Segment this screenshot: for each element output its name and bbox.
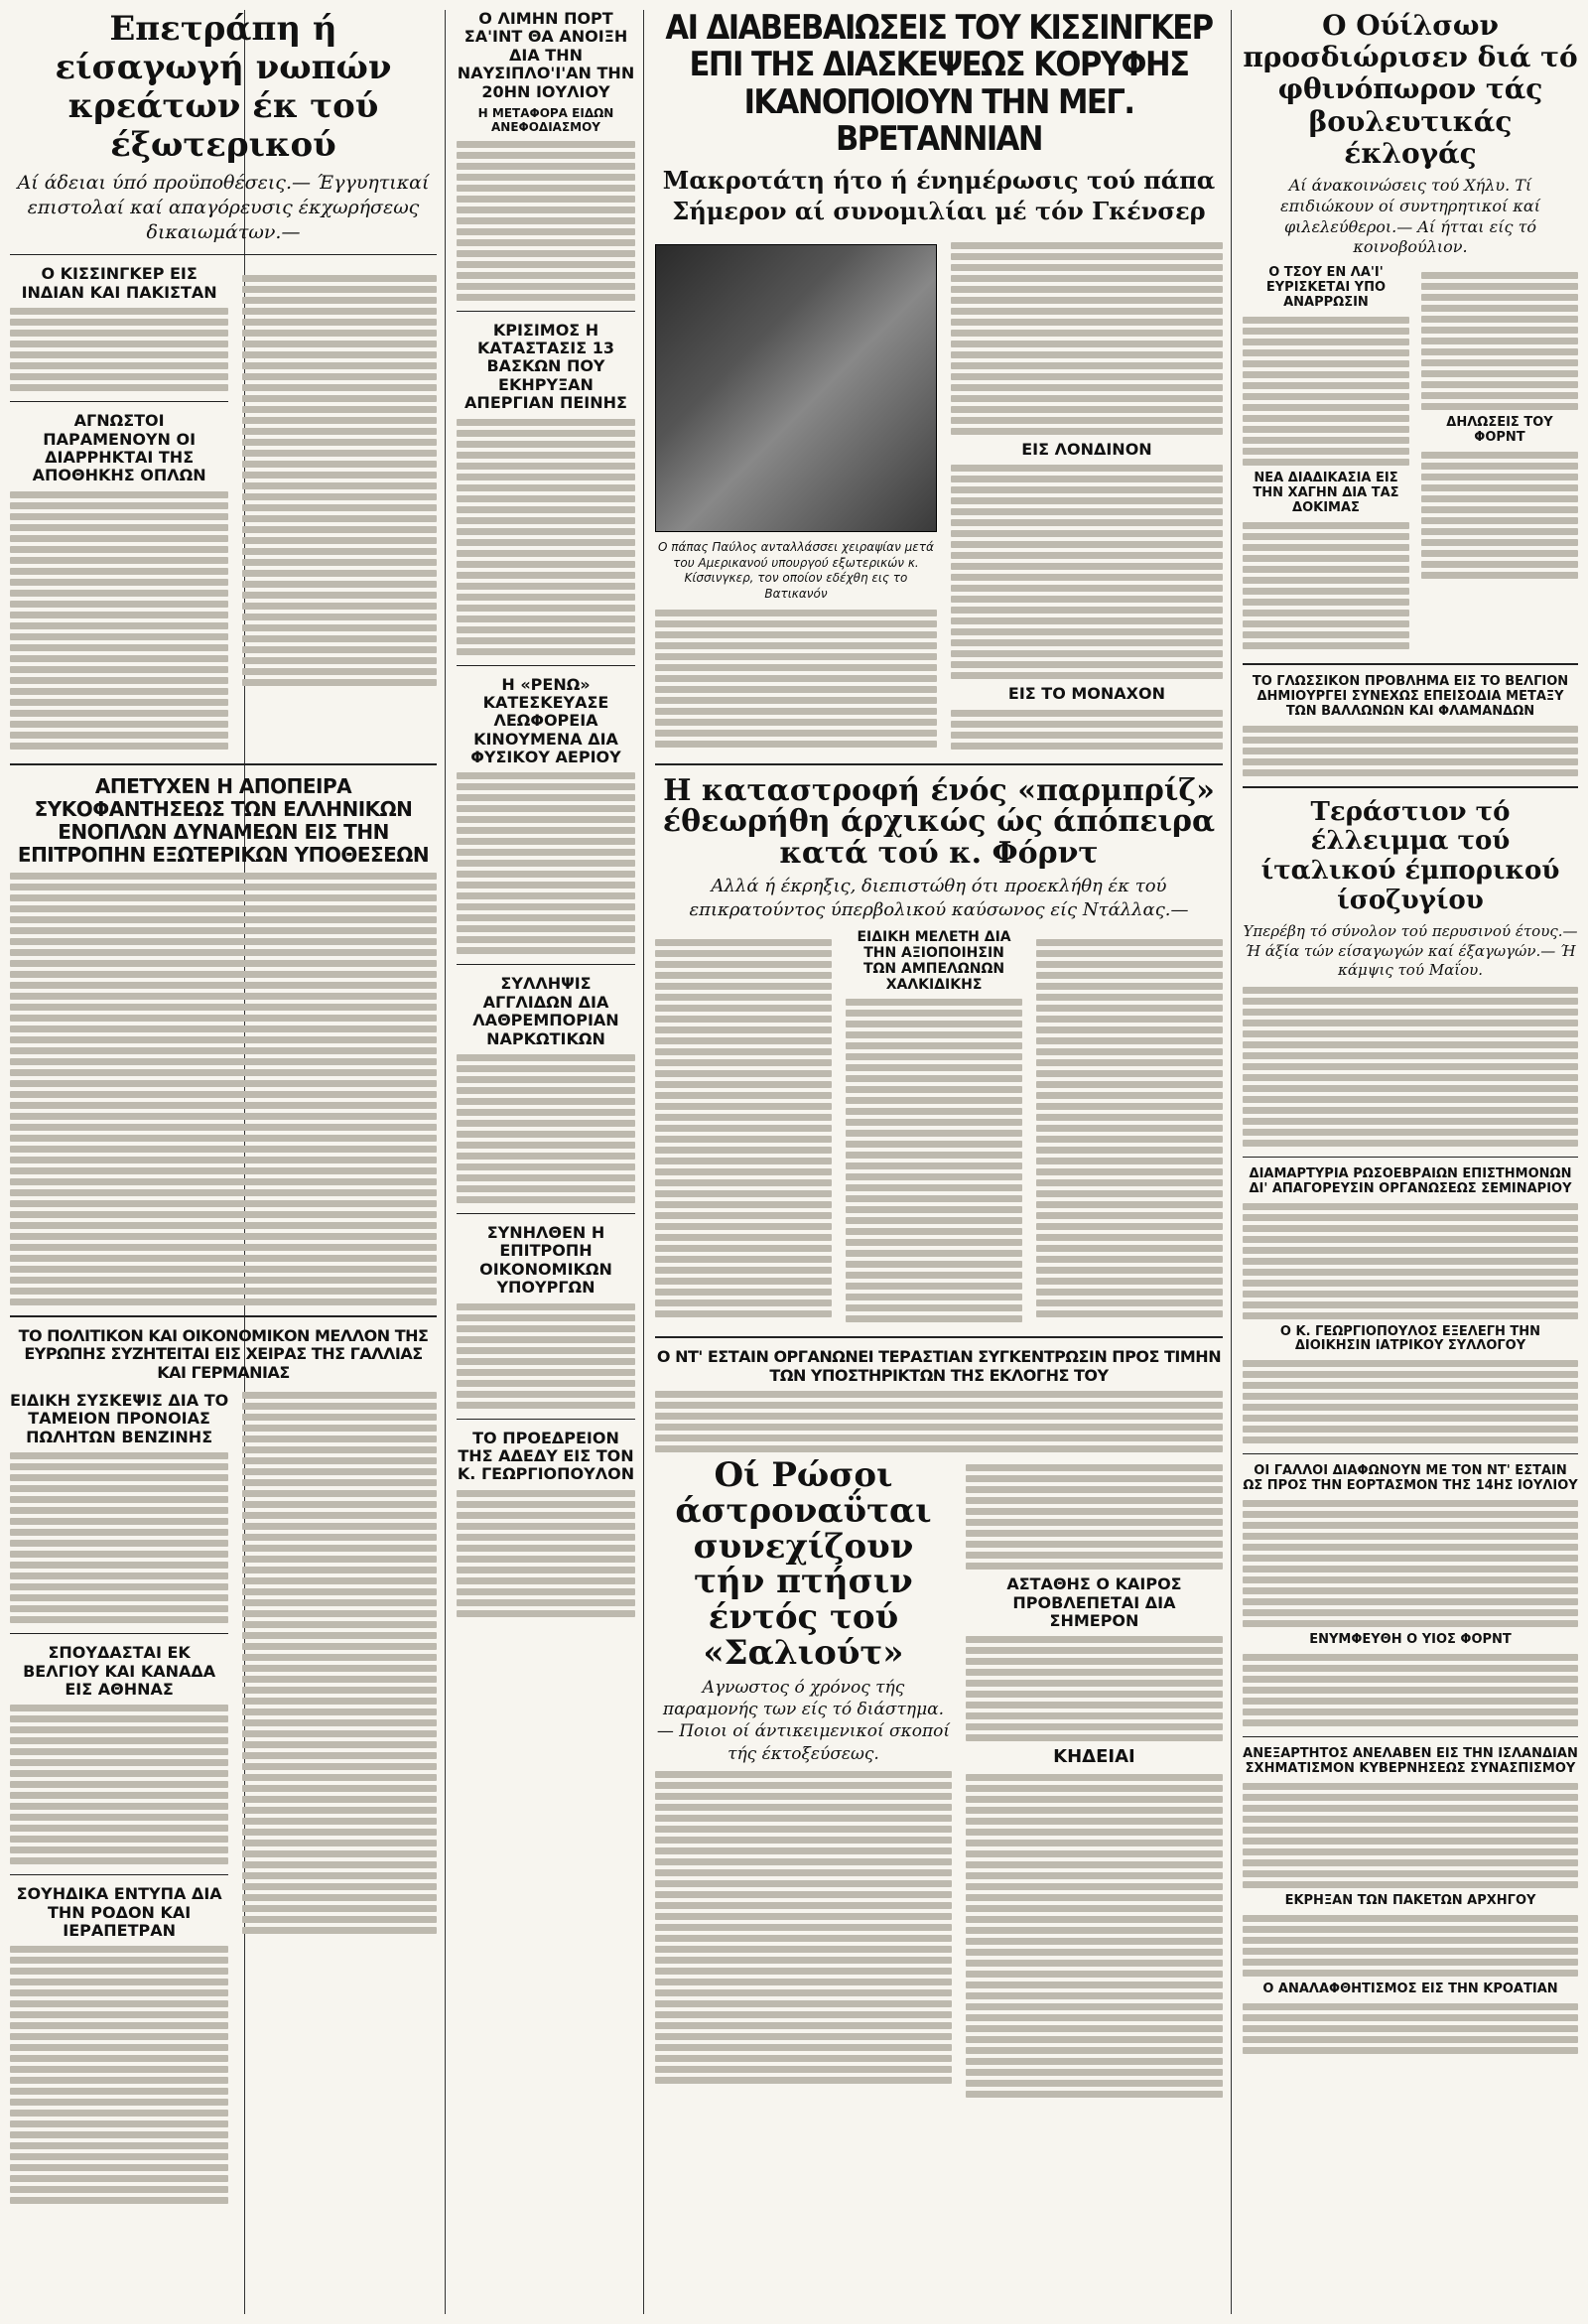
headline: ΑΠΕΤΥΧΕΝ Η ΑΠΟΠΕΙΡΑ ΣΥΚΟΦΑΝΤΗΣΕΩΣ ΤΩΝ ΕΛΛΗΝΙΚΩΝ ΕΝΟΠΛΩΝ ΔΥΝΑΜΕΩΝ ΕΙΣ ΤΗΝ ΕΠΙΤΡΟΠΗΝ ΕΞΩΤΕΡΙΚΩΝ ΥΠΟΘΕΣΕΩΝ (17, 773, 430, 867)
headline: Τεράστιον τό έλλειμμα τού ίταλικού έμπορικού ίσοζυγίου (1260, 796, 1560, 916)
headline: ΕΙΣ ΤΟ ΜΟΝΑΧΟΝ (1007, 684, 1165, 704)
headline: ΤΟ ΠΟΛΙΤΙΚΟΝ ΚΑΙ ΟΙΚΟΝΟΜΙΚΟΝ ΜΕΛΛΟΝ ΤΗΣ ΕΥΡΩΠΗΣ ΣΥΖΗΤΕΙΤΑΙ ΕΙΣ ΧΕΙΡΑΣ ΤΗΣ ΓΑΛΛΙΑΣ ΚΑΙ ΓΕΡΜΑΝΙΑΣ (18, 1325, 429, 1382)
news-photo (655, 244, 937, 532)
headline: Ο ΚΙΣΣΙΝΓΚΕΡ ΕΙΣ ΙΝΔΙΑΝ ΚΑΙ ΠΑΚΙΣΤΑΝ (21, 264, 217, 302)
headline: ΟΙ ΓΑΛΛΟΙ ΔΙΑΦΩΝΟΥΝ ΜΕ ΤΟΝ ΝΤ' ΕΣΤΑΙΝ ΩΣ ΠΡΟΣ ΤΗΝ ΕΟΡΤΑΣΜΟΝ ΤΗΣ 14ΗΣ ΙΟΥΛΙΟΥ (1243, 1463, 1578, 1494)
headline: Επετράπη ή είσαγωγή νωπών κρεάτων έκ τού έξωτερικού (55, 10, 392, 166)
column-1 (0, 10, 447, 2208)
headline: ΣΠΟΥΔΑΣΤΑΙ ΕΚ ΒΕΛΓΙΟΥ ΚΑΙ ΚΑΝΑΔΑ ΕΙΣ ΑΘΗΝΑΣ (23, 1643, 216, 1699)
headline: ΔΙΑΜΑΡΤΥΡΙΑ ΡΩΣΟΕΒΡΑΙΩΝ ΕΠΙΣΤΗΜΟΝΩΝ ΔΙ' ΑΠΑΓΟΡΕΥΣΙΝ ΟΡΓΑΝΩΣΕΩΣ ΣΕΜΙΝΑΡΙΟΥ (1249, 1165, 1572, 1196)
deck: Μακροτάτη ήτο ή ένημέρωσις τού πάπα Σήμερον αί συνομιλίαι μέ τόν Γκένσερ (662, 165, 1216, 225)
main-headline: ΑΙ ΔΙΑΒΕΒΑΙΩΣΕΙΣ ΤΟΥ ΚΙΣΣΙΝΓΚΕΡ ΕΠΙ ΤΗΣ ΔΙΑΣΚΕΨΕΩΣ ΚΟΡΥΦΗΣ ΙΚΑΝΟΠΟΙΟΥΝ ΤΗΝ ΜΕΓ. ΒΡΕΤΑΝΝΙΑΝ (665, 10, 1213, 160)
headline: Η «ΡΕΝΩ» ΚΑΤΕΣΚΕΥΑΣΕ ΛΕΩΦΟΡΕΙΑ ΚΙΝΟΥΜΕΝΑ ΔΙΑ ΦΥΣΙΚΟΥ ΑΕΡΙΟΥ (470, 674, 621, 767)
deck: Υπερέβη τό σύνολον τού περυσινού έτους.— Ή άξία τών είσαγωγών καί έξαγωγών.— Ή κάμψις τού Μαΐου. (1243, 922, 1578, 980)
headline: ΣΥΝΗΛΘΕΝ Η ΕΠΙΤΡΟΠΗ ΟΙΚΟΝΟΜΙΚΩΝ ΥΠΟΥΡΓΩΝ (479, 1223, 612, 1298)
headline: ΕΙΔΙΚΗ ΜΕΛΕΤΗ ΔΙΑ ΤΗΝ ΑΞΙΟΠΟΙΗΣΙΝ ΤΩΝ ΑΜΠΕΛΩΝΩΝ ΧΑΛΚΙΔΙΚΗΣ (857, 929, 1011, 994)
headline: Ο ΝΤ' ΕΣΤΑΙΝ ΟΡΓΑΝΩΝΕΙ ΤΕΡΑΣΤΙΑΝ ΣΥΓΚΕΝΤΡΩΣΙΝ ΠΡΟΣ ΤΙΜΗΝ ΤΩΝ ΥΠΟΣΤΗΡΙΚΤΩΝ ΤΗΣ ΕΚΛΟΓΗΣ ΤΟΥ (656, 1347, 1222, 1385)
headline: ΔΗΛΩΣΕΙΣ ΤΟΥ ΦΟΡΝΤ (1446, 415, 1553, 446)
deck: Αγνωστος ό χρόνος τής παραμονής των είς τό διάστημα.— Ποιοι οί άντικειμενικοί σκοποί τής έκτοξεύσεως. (656, 1678, 951, 1764)
headline: Ο ΑΝΑΛΑΦΘΗΤΙΣΜΟΣ ΕΙΣ ΤΗΝ ΚΡΟΑΤΙΑΝ (1262, 1982, 1558, 1996)
headline: Η καταστροφή ένός «παρμπρίζ» έθεωρήθη άρχικώς ώς άπόπειρα κατά τού κ. Φόρντ (662, 772, 1216, 871)
headline: ΕΝΥΜΦΕΥΘΗ Ο ΥΙΟΣ ΦΟΡΝΤ (1309, 1632, 1512, 1648)
headline: ΑΝΕΞΑΡΤΗΤΟΣ ΑΝΕΛΑΒΕΝ ΕΙΣ ΤΗΝ ΙΣΛΑΝΔΙΑΝ ΣΧΗΜΑΤΙΣΜΟΝ ΚΥΒΕΡΝΗΣΕΩΣ ΣΥΝΑΣΠΙΣΜΟΥ (1243, 1746, 1578, 1777)
headline: Ο Ούίλσων προσδιώρισεν διά τό φθινόπωρον τάς βουλευτικάς έκλογάς (1243, 10, 1578, 170)
headline: ΤΟ ΓΛΩΣΣΙΚΟΝ ΠΡΟΒΛΗΜΑ ΕΙΣ ΤΟ ΒΕΛΓΙΟΝ ΔΗΜΙΟΥΡΓΕΙ ΣΥΝΕΧΩΣ ΕΠΕΙΣΟΔΙΑ ΜΕΤΑΞΥ ΤΩΝ ΒΑΛΛΩΝΩΝ ΚΑΙ ΦΛΑΜΑΝΔΩΝ (1252, 673, 1569, 719)
headline: Ο Κ. ΓΕΩΡΓΙΟΠΟΥΛΟΣ ΕΞΕΛΕΓΗ ΤΗΝ ΔΙΟΙΚΗΣΙΝ ΙΑΤΡΙΚΟΥ ΣΥΛΛΟΓΟΥ (1279, 1323, 1541, 1354)
center-columns (645, 10, 1233, 2102)
headline: ΕΚΡΗΞΑΝ ΤΩΝ ΠΑΚΕΤΩΝ ΑΡΧΗΓΟΥ (1284, 1893, 1536, 1909)
story-imports (10, 10, 437, 244)
headline: Η ΜΕΤΑΦΟΡΑ ΕΙΔΩΝ ΑΝΕΦΟΔΙΑΣΜΟΥ (477, 105, 614, 134)
column-3 (447, 10, 645, 1621)
headline: ΣΟΥΗΔΙΚΑ ΕΝΤΥΠΑ ΔΙΑ ΤΗΝ ΡΟΔΟΝ ΚΑΙ ΙΕΡΑΠΕΤΡΑΝ (16, 1884, 222, 1941)
right-columns (1233, 10, 1588, 2058)
headline: Οί Ρώσοι άστροναΰται συνεχίζουν τήν πτήσιν έντός τού «Σαλιούτ» (675, 1455, 932, 1673)
headline: ΝΕΑ ΔΙΑΔΙΚΑΣΙΑ ΕΙΣ ΤΗΝ ΧΑΓΗΝ ΔΙΑ ΤΑΣ ΔΟΚΙΜΑΣ (1253, 470, 1399, 515)
headline: ΕΙΔΙΚΗ ΣΥΣΚΕΨΙΣ ΔΙΑ ΤΟ ΤΑΜΕΙΟΝ ΠΡΟΝΟΙΑΣ ΠΩΛΗΤΩΝ ΒΕΝΖΙΝΗΣ (10, 1390, 229, 1446)
headline: ΚΡΙΣΙΜΟΣ Η ΚΑΤΑΣΤΑΣΙΣ 13 ΒΑΣΚΩΝ ΠΟΥ ΕΚΗΡΥΞΑΝ ΑΠΕΡΓΙΑΝ ΠΕΙΝΗΣ (464, 320, 627, 413)
headline: ΣΥΛΛΗΨΙΣ ΑΓΓΛΙΔΩΝ ΔΙΑ ΛΑΘΡΕΜΠΟΡΙΑΝ ΝΑΡΚΩΤΙΚΩΝ (472, 974, 619, 1048)
deck: Αί άνακοινώσεις τού Χήλυ. Τί επιδιώκουν οί συντηρητικοί καί φιλελεύθεροι.— Αί ήτται είς τό κοινοβούλιον. (1280, 175, 1540, 257)
photo-caption: Ο πάπας Παύλος ανταλλάσσει χειραψίαν μετά του Αμερικανού υπουργού εξωτερικών κ. Κίσσινγκερ, τον οποίον εδέχθη εις το Βατικανόν (658, 539, 934, 601)
headline: ΑΣΤΑΘΗΣ Ο ΚΑΙΡΟΣ ΠΡΟΒΛΕΠΕΤΑΙ ΔΙΑ ΣΗΜΕΡΟΝ (1006, 1574, 1182, 1630)
headline: ΑΓΝΩΣΤΟΙ ΠΑΡΑΜΕΝΟΥΝ ΟΙ ΔΙΑΡΡΗΚΤΑΙ ΤΗΣ ΑΠΟΘΗΚΗΣ ΟΠΛΩΝ (32, 411, 206, 485)
headline: Ο ΛΙΜΗΝ ΠΟΡΤ ΣΑ'ΙΝΤ ΘΑ ΑΝΟΙΞΗ ΔΙΑ ΤΗΝ ΝΑΥΣΙΠΛΟ'Ι'ΑΝ ΤΗΝ 20ΗΝ ΙΟΥΛΙΟΥ (457, 10, 635, 101)
headline: Ο ΤΣΟΥ ΕΝ ΛΑ'Ι' ΕΥΡΙΣΚΕΤΑΙ ΥΠΟ ΑΝΑΡΡΩΣΙΝ (1265, 265, 1387, 310)
headline: ΕΙΣ ΛΟΝΔΙΝΟΝ (1021, 439, 1152, 459)
headline: ΚΗΔΕΙΑΙ (1053, 1746, 1135, 1768)
deck: Αί άδειαι ύπό προϋποθέσεις.— Έγγυητικαί επιστολαί καί απαγόρευσις έκχωρήσεως δικαιωμάτων.— (17, 172, 430, 243)
headline: ΤΟ ΠΡΟΕΔΡΕΙΟΝ ΤΗΣ ΑΔΕΔΥ ΕΙΣ ΤΟΝ Κ. ΓΕΩΡΓΙΟΠΟΥΛΟΝ (457, 1428, 635, 1484)
deck: Αλλά ή έκρηξις, διεπιστώθη ότι προεκλήθη έκ τού επικρατούντος ύπερβολικού καύσωνος είς Ντάλλας.— (689, 876, 1189, 920)
